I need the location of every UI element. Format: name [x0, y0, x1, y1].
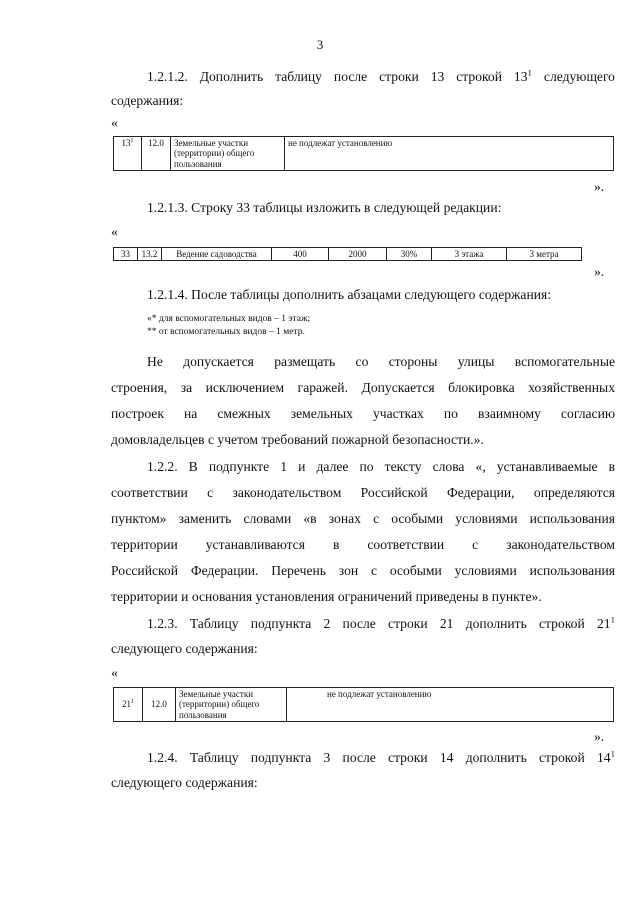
- row-number: 21: [122, 699, 132, 710]
- footnote-lines: [147, 313, 310, 339]
- footnote-line: ** от вспомогательных видов – 1 метр.: [147, 326, 305, 337]
- paragraph-line: домовладельцев с учетом требований пожарной безопасности.».: [111, 432, 484, 447]
- table-cell: 2000: [329, 248, 387, 261]
- closing-quote: ».: [594, 729, 605, 744]
- paragraph-1-2-1-2-line2: содержания:: [111, 93, 184, 108]
- table-row-33: [113, 247, 582, 261]
- table-cell: 3 метра: [507, 248, 582, 261]
- paragraph-1-2-4-line1: [147, 748, 615, 765]
- superscript: 1: [131, 699, 134, 706]
- superscript: 1: [610, 748, 615, 759]
- row-number-cell: [114, 137, 142, 171]
- footnote-line: «* для вспомогательных видов – 1 этаж;: [147, 314, 311, 324]
- paragraph-line: Не допускается размещать со стороны улицы вспомогательные: [147, 354, 615, 369]
- superscript: 1: [610, 614, 615, 625]
- paragraph-line: Российской Федерации. Перечень зон с особыми условиями использования: [111, 563, 615, 578]
- paragraph-line: пунктом» заменить словами «в зонах с особыми условиями использования: [111, 511, 615, 526]
- row-number-cell: [114, 688, 143, 722]
- table-cell: 13.2: [138, 248, 162, 261]
- code-cell: 12.0: [143, 688, 176, 722]
- paragraph-line: территории устанавливаются в соответствии с законодательством: [111, 537, 615, 552]
- paragraph-1-2-3-line2: следующего содержания:: [111, 641, 258, 656]
- paragraph-text: следующего: [531, 69, 615, 84]
- opening-quote: «: [111, 225, 118, 240]
- paragraph-text: 1.2.1.2. Дополнить таблицу после строки 13 строкой 13: [147, 69, 528, 84]
- table-cell: 30%: [387, 248, 432, 261]
- paragraph-1-2-3-line1: [147, 614, 615, 631]
- closing-quote: ».: [594, 179, 605, 194]
- closing-quote: ».: [594, 264, 605, 279]
- superscript: 1: [527, 67, 532, 78]
- opening-quote: «: [111, 116, 118, 131]
- value-cell: не подлежат установлению: [285, 137, 614, 171]
- page-number: 3: [316, 37, 324, 52]
- land-name-cell: Земельные участки (территории) общего пользования: [176, 688, 287, 722]
- paragraph-line: построек на смежных земельных участках по взаимному согласию: [111, 406, 615, 421]
- row-number: 13: [121, 138, 131, 148]
- paragraph-line: 1.2.2. В подпункте 1 и далее по тексту слова «, устанавливаемые в: [147, 459, 615, 474]
- code-cell: 12.0: [142, 137, 171, 171]
- paragraph-1-2-4-line2: следующего содержания:: [111, 775, 258, 790]
- table-cell: 33: [114, 248, 138, 261]
- paragraph-line: соответствии с законодательством Российской Федерации, определяются: [111, 485, 615, 500]
- land-name-cell: Земельные участки (территории) общего пользования: [171, 137, 285, 171]
- table-cell: Ведение садоводства: [162, 248, 272, 261]
- table-cell: 3 этажа: [432, 248, 507, 261]
- opening-quote: «: [111, 666, 118, 681]
- paragraph-1-2-1-2-line1: [147, 67, 615, 84]
- paragraph-line: строения, за исключением гаражей. Допускается блокировка хозяйственных: [111, 380, 615, 395]
- superscript: 1: [130, 138, 134, 144]
- paragraph-1-2-1-3: 1.2.1.3. Строку 33 таблицы изложить в следующей редакции:: [147, 200, 502, 215]
- paragraph-line: территории и основания установления ограничений приведены в пункте».: [111, 589, 542, 604]
- paragraph-1-2-1-4: 1.2.1.4. После таблицы дополнить абзацами следующего содержания:: [147, 287, 552, 302]
- paragraph-text: 1.2.3. Таблицу подпункта 2 после строки 21 дополнить строкой 21: [147, 616, 611, 631]
- paragraph-text: 1.2.4. Таблицу подпункта 3 после строки 14 дополнить строкой 14: [147, 750, 611, 765]
- value-cell: не подлежат установлению: [287, 688, 614, 722]
- table-row-13-1: [113, 136, 614, 171]
- table-cell: 400: [272, 248, 329, 261]
- table-row-21-1: [113, 687, 614, 722]
